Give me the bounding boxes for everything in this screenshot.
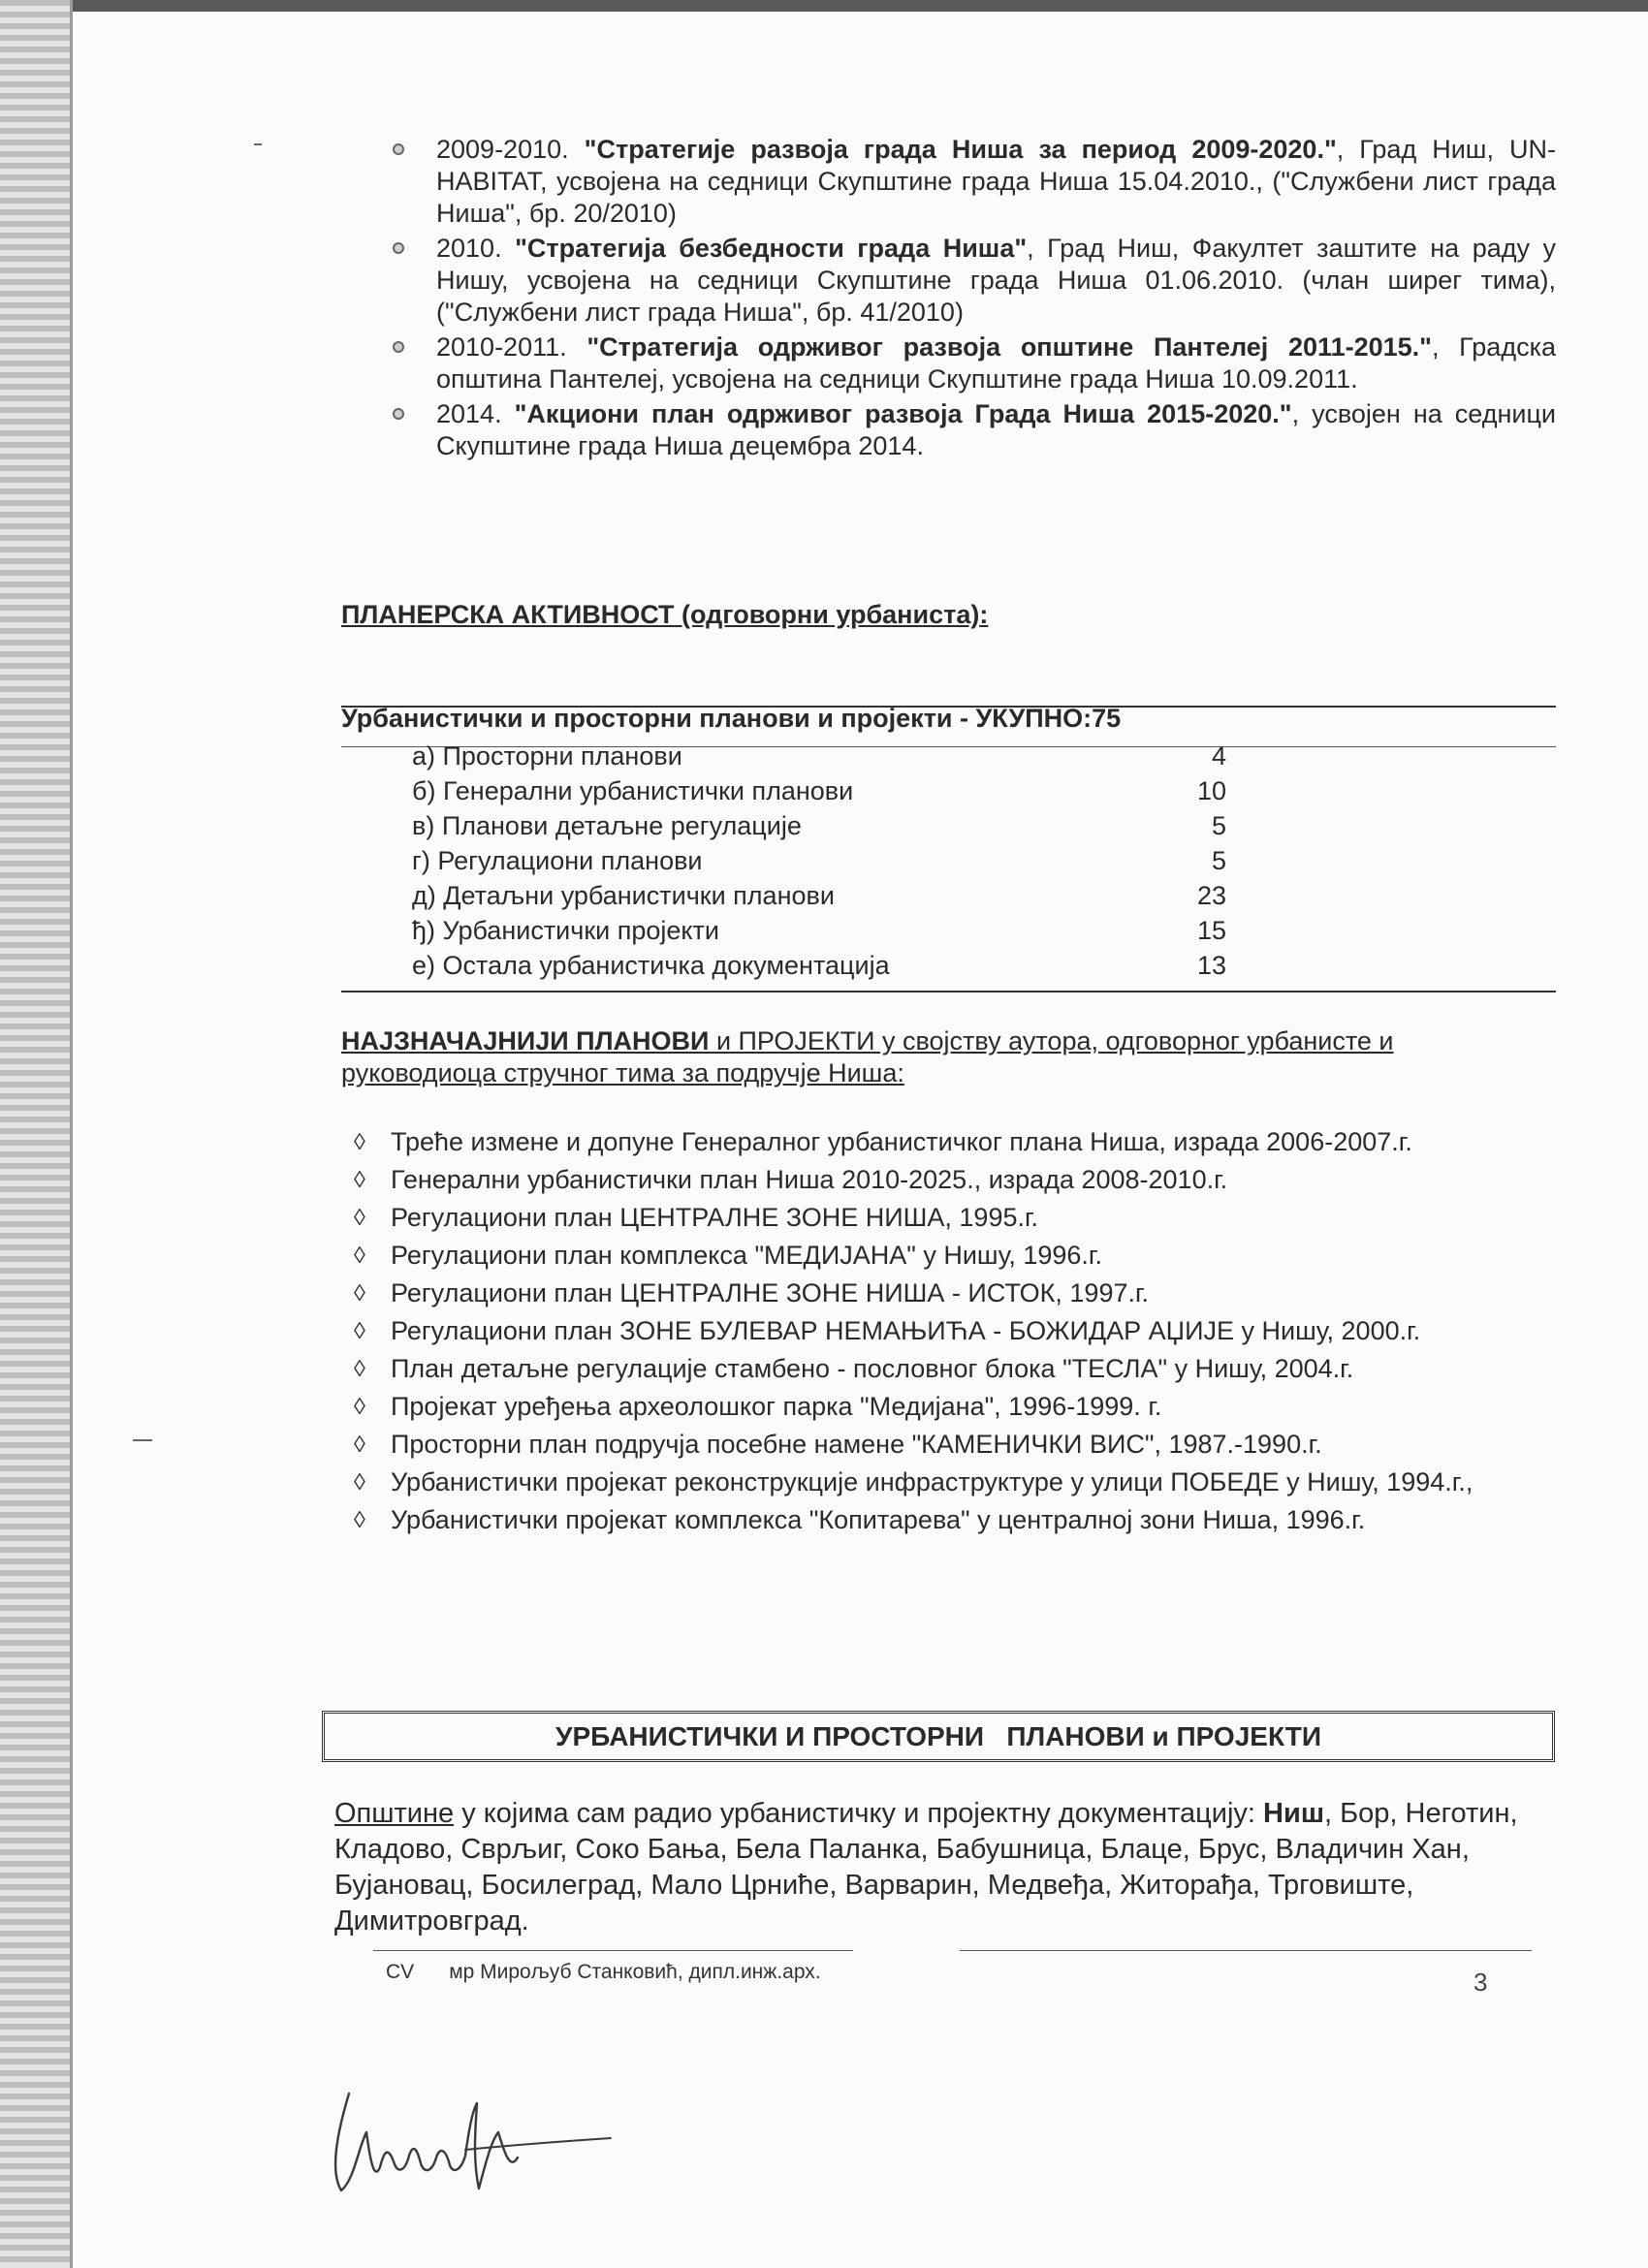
strategy-details: , Градска општина Пантелеј, усвојена на седници Скупштине града Ниша 10.09.2011. xyxy=(436,332,1556,394)
municipalities-paragraph xyxy=(334,1796,1556,1939)
projects-list xyxy=(354,1126,1551,1542)
project-item xyxy=(354,1353,1551,1385)
project-item xyxy=(354,1391,1551,1423)
municipalities-label: Општине xyxy=(334,1798,455,1829)
category-label: г) Регулациони планови xyxy=(412,845,703,875)
project-text: План детаљне регулације стамбено - пословног блока "ТЕСЛА" у Нишу, 2004.г. xyxy=(391,1354,1354,1383)
footer-author xyxy=(386,1961,821,1984)
diamond-bullet-icon: ◊ xyxy=(354,1394,365,1420)
project-text: Генерални урбанистички план Ниша 2010-2025., израда 2008-2010.г. xyxy=(391,1165,1228,1194)
strategy-item xyxy=(393,331,1556,395)
project-text: Регулациони план комплекса "МЕДИЈАНА" у Нишу, 1996.г. xyxy=(391,1241,1102,1270)
section-title-box: УРБАНИСТИЧКИ И ПРОСТОРНИ ПЛАНОВИ и ПРОЈЕКТИ xyxy=(322,1711,1555,1762)
summary-title xyxy=(341,703,1121,735)
project-item xyxy=(354,1164,1551,1196)
project-item xyxy=(354,1504,1551,1536)
footer-rule-right xyxy=(960,1950,1532,1951)
project-item xyxy=(354,1240,1551,1272)
strategy-details: , усвојен на седници Скупштине града Ниша децембра 2014. xyxy=(436,399,1556,460)
strategy-year: 2014. xyxy=(436,399,502,428)
diamond-bullet-icon: ◊ xyxy=(354,1129,365,1155)
diamond-bullet-icon: ◊ xyxy=(354,1318,365,1344)
planning-activity-heading: ПЛАНЕРСКА АКТИВНОСТ (одговорни урбаниста): xyxy=(341,600,989,629)
project-item xyxy=(354,1429,1551,1461)
category-label: д) Детаљни урбанистички планови xyxy=(412,880,835,910)
strategy-details: , Град Ниш, UN-HABITAT, усвојена на седници Скупштине града Ниша 15.04.2010., ("Службени лист града Ниша", бр. 20/2010) xyxy=(436,135,1556,228)
category-count: 5 xyxy=(1211,845,1226,875)
category-count: 13 xyxy=(1196,950,1226,980)
strategy-title: "Стратегија безбедности града Ниша" xyxy=(515,234,1028,263)
category-label: в) Планови детаљне регулације xyxy=(412,810,802,840)
bullet-circle-icon xyxy=(393,242,404,254)
category-label: ђ) Урбанистички пројекти xyxy=(412,915,719,945)
diamond-bullet-icon: ◊ xyxy=(354,1432,365,1458)
footer-rule-left xyxy=(373,1950,853,1951)
category-row xyxy=(412,843,1265,878)
strategy-year: 2010. xyxy=(436,234,502,263)
project-text: Урбанистички пројекат реконструкције инфраструктуре у улици ПОБЕДЕ у Нишу, 1994.г., xyxy=(391,1467,1474,1496)
project-item xyxy=(354,1126,1551,1158)
category-count: 23 xyxy=(1196,880,1226,910)
project-text: Просторни план подручја посебне намене "КАМЕНИЧКИ ВИС", 1987.-1990.г. xyxy=(391,1430,1322,1459)
category-label: а) Просторни планови xyxy=(412,740,682,771)
project-text: Урбанистички пројекат комплекса "Копитарева" у централној зони Ниша, 1996.г. xyxy=(391,1505,1366,1534)
category-row xyxy=(412,808,1265,843)
summary-bottom-rule xyxy=(341,991,1556,992)
diamond-bullet-icon: ◊ xyxy=(354,1280,365,1307)
summary-title-text: Урбанистички и просторни планови и пројекти - УКУПНО: xyxy=(341,704,1093,733)
bullet-circle-icon xyxy=(393,408,404,420)
diamond-bullet-icon: ◊ xyxy=(354,1469,365,1496)
category-list xyxy=(412,739,1265,983)
strategy-title: "Стратегије развоја града Ниша за период 2009-2020." xyxy=(584,135,1337,164)
major-projects-heading xyxy=(341,1025,1553,1089)
category-row xyxy=(412,739,1265,773)
category-count: 15 xyxy=(1196,915,1226,945)
strategy-list xyxy=(393,134,1556,465)
project-text: Пројекат уређења археолошког парка "Медијана", 1996-1999. г. xyxy=(391,1392,1162,1421)
project-text: Регулациони план ЦЕНТРАЛНЕ ЗОНЕ НИША, 1995.г. xyxy=(391,1203,1039,1232)
page-number: 3 xyxy=(1474,1968,1488,1997)
scan-mark xyxy=(254,143,262,145)
diamond-bullet-icon: ◊ xyxy=(354,1167,365,1193)
municipalities-rest: , Бор, Неготин, Кладово, Сврљиг, Соко Бања, Бела Паланка, Бабушница, Блаце, Брус, Владичин Хан, Бујановац, Босилеград, Мало Црниће, Варварин, Медвеђа, Житорађа, Трговиште, Димитровград. xyxy=(334,1798,1518,1937)
project-item xyxy=(354,1315,1551,1347)
project-text: Регулациони план ЦЕНТРАЛНЕ ЗОНЕ НИША - ИСТОК, 1997.г. xyxy=(391,1278,1150,1307)
strategy-item xyxy=(393,398,1556,462)
strategy-details: , Град Ниш, Факултет заштите на раду у Нишу, усвојена на седници Скупштине града Ниша 01.06.2010. (члан ширег тима), ("Службени лист града Ниша", бр. 41/2010) xyxy=(436,234,1556,327)
major-projects-heading-rest: и ПРОЈЕКТИ у својству аутора, одговорног урбанисте и руководиоца стручног тима за подручје Ниша: xyxy=(341,1026,1394,1087)
project-text: Регулациони план ЗОНЕ БУЛЕВАР НЕМАЊИЋА - БОЖИДАР АЏИЈЕ у Нишу, 2000.г. xyxy=(391,1316,1421,1345)
category-row xyxy=(412,913,1265,948)
municipalities-intro: у којима сам радио урбанистичку и пројектну документацију: xyxy=(454,1798,1264,1829)
footer-author-name: мр Мирољуб Станковић, дипл.инж.арх. xyxy=(449,1961,821,1983)
bullet-circle-icon xyxy=(393,143,404,155)
footer-cv-label: CV xyxy=(386,1961,415,1983)
project-item xyxy=(354,1277,1551,1309)
strategy-title: "Акциони план одрживог развоја Града Ниша 2015-2020." xyxy=(514,399,1292,428)
scan-mark xyxy=(133,1439,152,1441)
project-item xyxy=(354,1466,1551,1498)
category-count: 4 xyxy=(1211,740,1226,771)
category-row xyxy=(412,878,1265,913)
strategy-title: "Стратегија одрживог развоја општине Пантелеј 2011-2015." xyxy=(586,332,1432,362)
diamond-bullet-icon: ◊ xyxy=(354,1507,365,1533)
summary-total: 75 xyxy=(1092,704,1122,733)
category-row xyxy=(412,948,1265,983)
strategy-item xyxy=(393,233,1556,329)
project-text: Треће измене и допуне Генералног урбанистичког плана Ниша, израда 2006-2007.г. xyxy=(391,1127,1412,1156)
major-projects-heading-bold: НАЈЗНАЧАЈНИЈИ ПЛАНОВИ xyxy=(341,1026,710,1055)
category-count: 5 xyxy=(1211,810,1226,840)
municipality-first: Ниш xyxy=(1263,1798,1324,1829)
category-row xyxy=(412,773,1265,808)
diamond-bullet-icon: ◊ xyxy=(354,1205,365,1231)
handwritten-signature xyxy=(320,2074,630,2210)
strategy-year: 2010-2011. xyxy=(436,332,567,362)
category-label: е) Остала урбанистичка документација xyxy=(412,950,890,980)
category-label: б) Генерални урбанистички планови xyxy=(412,775,854,805)
diamond-bullet-icon: ◊ xyxy=(354,1356,365,1382)
category-count: 10 xyxy=(1196,775,1226,805)
diamond-bullet-icon: ◊ xyxy=(354,1243,365,1269)
project-item xyxy=(354,1202,1551,1234)
strategy-year: 2009-2010. xyxy=(436,135,569,164)
bullet-circle-icon xyxy=(393,341,404,353)
strategy-item xyxy=(393,134,1556,230)
